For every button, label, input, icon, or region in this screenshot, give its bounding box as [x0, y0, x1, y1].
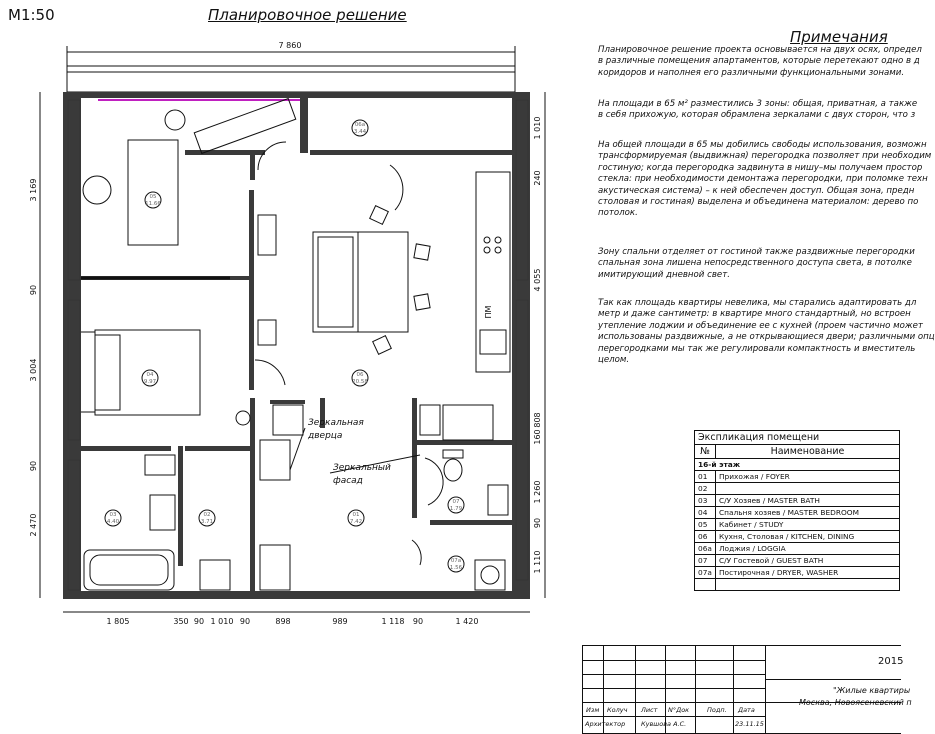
- col-no-header: №: [695, 445, 716, 459]
- table-row: 02: [695, 483, 900, 495]
- table-row: 01 Прихожая / FOYER: [695, 471, 900, 483]
- stamp-year: 2015: [878, 656, 904, 667]
- stamp-header: Колуч: [607, 706, 628, 714]
- bathtub-icon: [84, 550, 174, 590]
- svg-text:1 420: 1 420: [455, 617, 479, 626]
- table-row: 07 С/У Гостевой / GUEST BATH: [695, 555, 900, 567]
- title-stamp: [582, 645, 912, 734]
- room-05-area: 11.66: [145, 201, 161, 207]
- svg-text:989: 989: [332, 617, 348, 626]
- svg-text:898: 898: [275, 617, 291, 626]
- table-row: 07а Постирочная / DRYER, WASHER: [695, 567, 900, 579]
- dim-top: 7 860: [278, 41, 302, 50]
- svg-text:Зеркальный: Зеркальный: [333, 463, 391, 473]
- stamp-header: Лист: [641, 706, 658, 714]
- svg-text:90: 90: [29, 284, 38, 296]
- svg-text:3 004: 3 004: [29, 358, 38, 382]
- svg-text:1 118: 1 118: [381, 617, 405, 626]
- svg-text:808: 808: [533, 412, 542, 428]
- explication-table: [694, 430, 900, 591]
- plan-title: Планировочное решение: [208, 6, 407, 24]
- room-03-area: 4.40: [106, 519, 120, 525]
- room-07a-area: 1.56: [449, 565, 463, 571]
- room-04-num: 04: [146, 372, 154, 378]
- table-row: 06а Лоджия / LOGGIA: [695, 543, 900, 555]
- stamp-project-line2: Москва, Новоясеневский п: [799, 698, 912, 707]
- room-01-num: 01: [352, 512, 360, 518]
- room-05-num: 05: [149, 194, 157, 200]
- explication-title: Экспликация помещени: [695, 431, 900, 445]
- svg-text:дверца: дверца: [308, 431, 343, 441]
- room-03-num: 03: [109, 512, 117, 518]
- dining-table: [358, 232, 408, 332]
- svg-text:90: 90: [533, 517, 542, 529]
- svg-text:1 110: 1 110: [533, 550, 542, 574]
- room-07-area: 1.79: [449, 506, 463, 512]
- table-row: [695, 579, 900, 591]
- room-07-num: 07: [452, 499, 460, 505]
- interior-walls: [81, 98, 515, 593]
- stamp-project-line1: "Жилые квартиры: [833, 686, 911, 695]
- study-furniture: [83, 99, 296, 245]
- svg-text:4 055: 4 055: [533, 268, 542, 292]
- mirror-facade-note: [330, 455, 420, 486]
- room-06-area: 20.58: [352, 379, 368, 385]
- svg-text:3 169: 3 169: [29, 178, 38, 202]
- note-paragraph: На площади в 65 м² разместились 3 зоны: общая, приватная, а также в себя прихожую, которая обрамлена зеркалами с двух сторон, что з: [598, 99, 918, 121]
- floor-label: 16-й этаж: [695, 459, 900, 471]
- stamp-date: 23.11.15: [735, 720, 764, 728]
- dishwasher-label: ПМ: [484, 305, 493, 319]
- stamp-header: N°Док: [668, 706, 690, 714]
- room-01-area: 7.42: [349, 519, 363, 525]
- note-paragraph: Так как площадь квартиры невелика, мы старались адаптировать дл метр и даже сантиметр: в квартире много стандартный, но встроен утепление лоджии и объединение ее с кухней (проем частично может использованы раздвижные, а не открывающиеся двери; различными опц перегородками мы так же регулировали компактность и вместитель целом.: [598, 298, 935, 366]
- stamp-name: Кувшова А.С.: [641, 720, 687, 728]
- table-row: 06 Кухня, Столовая / KITCHEN, DINING: [695, 531, 900, 543]
- room-02-area: 3.71: [200, 519, 214, 525]
- svg-text:Зеркальная: Зеркальная: [308, 418, 364, 428]
- room-06-num: 06: [356, 372, 364, 378]
- svg-text:1 260: 1 260: [533, 480, 542, 504]
- room-07a-num: 07a: [450, 558, 462, 564]
- stamp-header: Подп.: [707, 706, 727, 714]
- stamp-header: Изм: [586, 706, 600, 714]
- table-row: 03 С/У Хозяев / MASTER BATH: [695, 495, 900, 507]
- svg-text:90: 90: [412, 617, 424, 626]
- toilet-icon: [443, 450, 463, 481]
- room-02-num: 02: [203, 512, 211, 518]
- dims-right: [533, 92, 545, 598]
- scale-label: M1:50: [8, 6, 55, 24]
- stamp-role: Архитектор: [585, 720, 626, 728]
- room-tags: [105, 120, 464, 572]
- sofa-icon: [313, 232, 358, 332]
- col-name-header: Наименование: [716, 445, 900, 459]
- dims-left: [29, 92, 40, 598]
- note-paragraph: Зону спальни отделяет от гостиной также раздвижные перегородки спальная зона лишена непосредственного доступа света, в потолке имитирующий дневной свет.: [598, 247, 915, 280]
- svg-text:160: 160: [533, 429, 542, 445]
- table-row: 05 Кабинет / STUDY: [695, 519, 900, 531]
- note-paragraph: Планировочное решение проекта основывается на двух осях, определ в различные помещения апартаментов, которые перетекают одно в д коридоров и наполнея его различными функциональными зонами.: [598, 45, 922, 78]
- room-06a-num: 06a: [354, 122, 366, 128]
- svg-text:240: 240: [533, 170, 542, 186]
- svg-text:90: 90: [193, 617, 205, 626]
- svg-text:90: 90: [29, 460, 38, 472]
- room-06a-area: 3.44: [353, 129, 367, 135]
- svg-text:2 470: 2 470: [29, 513, 38, 537]
- room-04-area: 9.97: [143, 379, 157, 385]
- bed-icon: [81, 330, 200, 415]
- notes-heading: Примечания: [790, 28, 888, 46]
- kitchen-counter: [476, 172, 510, 372]
- svg-text:1 010: 1 010: [533, 116, 542, 140]
- svg-text:1 010: 1 010: [210, 617, 234, 626]
- svg-text:фасад: фасад: [333, 476, 363, 486]
- svg-text:350: 350: [173, 617, 189, 626]
- dims-bottom: [63, 612, 530, 626]
- svg-text:1 805: 1 805: [106, 617, 130, 626]
- note-paragraph: На общей площади в 65 мы добились свободы использования, возможн трансформируемая (выдвижная) перегородка позволяет при необходим гостиную; когда перегородка задвинута в нишу–мы получаем простор стекла: при необходимости демонтажа перегородки, при поломке техн акустическая система) – к ней обеспечен доступ. Общая зона, предн столовая и гостиная) выделена и объединена материалом: дерево по потолок.: [598, 140, 932, 219]
- table-row: 04 Спальня хозяев / MASTER BEDROOM: [695, 507, 900, 519]
- washer-icon: [475, 560, 505, 590]
- svg-text:90: 90: [239, 617, 251, 626]
- stamp-header: Дата: [738, 706, 755, 714]
